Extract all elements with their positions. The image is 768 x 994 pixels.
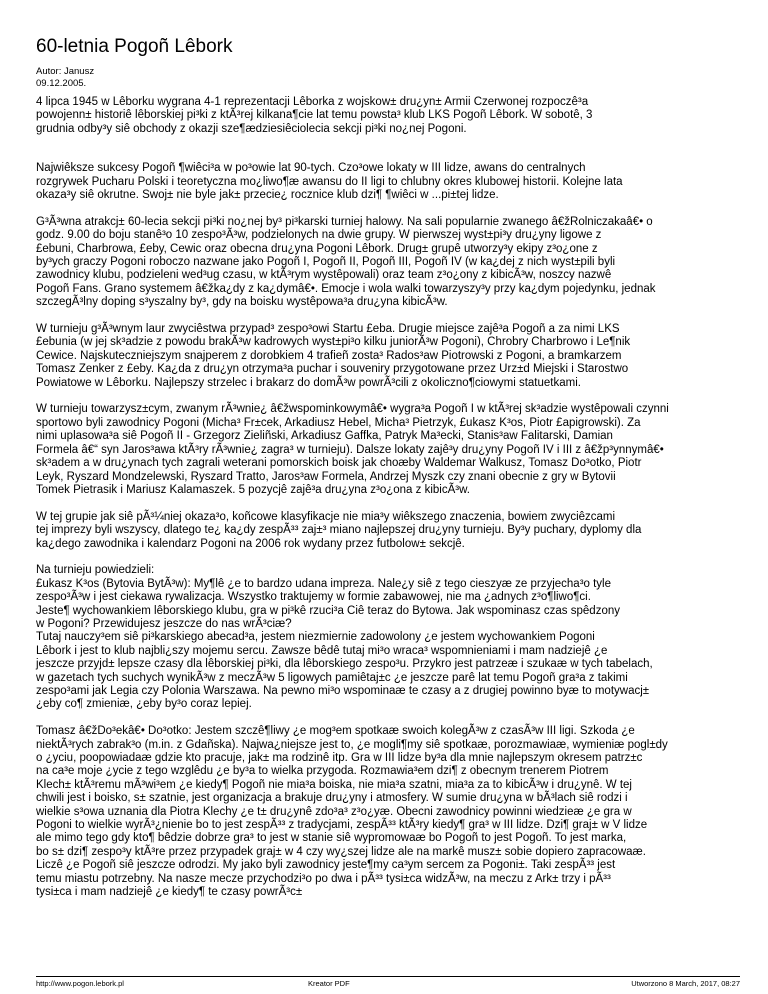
article-paragraph <box>36 403 740 497</box>
text-line: Lêbork i jest to klub najbli¿szy mojemu sercu. Zawsze bêdê tutaj mi³o wraca³ wspomnieniami i mam nadziejê ¿e <box>36 644 608 657</box>
text-line: sk³adem a w dru¿ynach tych zagrali weterani pomorskich boisk jak choæby Waldemar Walkusz, Tomasz Do³otko, Piotr <box>36 457 642 470</box>
text-line: Formela â€“ syn Jaros³awa ktÃ³ry rÃ³wnie¿ zagra³ w turnieju). Dalsze lokaty zajê³y dru¿yny Pogoñ IV i III z â€žp³ynnymâ€• <box>36 443 664 456</box>
text-line: Tutaj nauczy³em siê pi³karskiego abecad³a, jestem niezmiernie zadowolony ¿e jestem wychowankiem Pogoni <box>36 631 595 644</box>
text-line: szczegÃ³lny doping s³yszalny by³, gdy na boisku wystêpowa³a dru¿yna kibicÃ³w. <box>36 296 448 309</box>
article-title: 60-letnia Pogoñ Lêbork <box>36 36 233 57</box>
footer-created: Utworzono 8 March, 2017, 08:27 <box>631 979 740 988</box>
article-paragraph <box>36 216 740 310</box>
text-line: ale mimo tego gdy kto¶ bêdzie dobrze gra³ to jest w stanie siê wypromowaæ bo Pogoñ to jest Pogoñ. To jest marka, <box>36 832 627 845</box>
article-paragraph <box>36 564 740 711</box>
article-paragraph <box>36 323 740 390</box>
article-paragraph <box>36 162 740 202</box>
article-body <box>36 96 740 913</box>
text-line: ka¿dego zawodnika i kalendarz Pogoni na 2006 rok wydany przez futbolow± sekcjê. <box>36 537 465 550</box>
text-line: W tej grupie jak siê pÃ³¼niej okaza³o, koñcowe klasyfikacje nie mia³y wiêkszego znaczenia, bowiem zwyciêzcami <box>36 510 616 523</box>
text-line: £ukasz K³os (Bytovia BytÃ³w): My¶lê ¿e to bardzo udana impreza. Nale¿y siê z tego cieszyæ ze przyjecha³o tyle <box>36 577 612 590</box>
text-line: na ca³e moje ¿ycie z tego wzglêdu ¿e by³a to wielka przygoda. Rozmawia³em dzi¶ z obecnym trenerem Piotrem <box>36 765 609 778</box>
text-line: Leyk, Ryszard Mondzelewski, Ryszard Tratto, Jaros³aw Formela, Andrzej Myszk czy znani obecnie z gry w Bytovii <box>36 470 616 483</box>
text-line: Tomasz Zenker z £eby. Ka¿da z dru¿yn otrzyma³a puchar i souveniry przygotowane przez Urz±d Miejski i Starostwo <box>36 363 629 376</box>
text-line: Liczê ¿e Pogoñ siê jeszcze odrodzi. My jako byli zawodnicy jeste¶my ca³ym sercem za Pogoni±. Taki zespÃ³³ jest <box>36 859 616 872</box>
text-line: zespo³ami jak Legia czy Polonia Warszawa. Na pewno mi³o wspominaæ te czasy a z drugiej powinno byæ to motywacj± <box>36 684 650 697</box>
text-line: godz. 9.00 do boju stanê³o 10 zespo³Ã³w, podzielonych na dwie grupy. W pierwszej wyst±pi³y dru¿yny ligowe z <box>36 229 602 242</box>
text-line: zawodnicy klubu, podzieleni wed³ug czasu, w ktÃ³rym wystêpowali) oraz team z³o¿ony z kibicÃ³w, noszcy nazwê <box>36 269 612 282</box>
text-line: temu miastu potrzebny. Na nasze mecze przychodzi³o po dwa i pÃ³³ tysi±ca widzÃ³w, na meczu z Ark± trzy i pÃ³³ <box>36 872 611 885</box>
text-line: £ebunia (w jej sk³adzie z powodu brakÃ³w kadrowych wyst±pi³o kilku juniorÃ³w Pogoni), Chrobry Charbrowo i Le¶nik <box>36 336 631 349</box>
article-meta <box>36 66 94 90</box>
text-line: Najwiêksze sukcesy Pogoñ ¶wiêci³a w po³owie lat 90-tych. Czo³owe lokaty w III lidze, awans do centralnych <box>36 162 586 175</box>
text-line: Tomek Pietrasik i Mariusz Kalamaszek. 5 pozycjê zajê³a dru¿yna z³o¿ona z kibicÃ³w. <box>36 483 470 496</box>
text-line: w Pogoni? Przewidujesz jeszcze do nas wrÃ³ciæ? <box>36 617 292 630</box>
text-line: W turnieju towarzysz±cym, zwanym rÃ³wnie¿ â€žwspominkowymâ€• wygra³a Pogoñ I w ktÃ³rej sk³adzie wystêpowali czynni <box>36 403 669 416</box>
text-line: Tomasz â€žDo³ekâ€• Do³otko: Jestem szczê¶liwy ¿e mog³em spotkaæ swoich kolegÃ³w z czasÃ³w III ligi. Szkoda ¿e <box>36 725 635 738</box>
text-line: by³ych graczy Pogoni roboczo nazwane jako Pogoñ I, Pogoñ II, Pogoñ III, Pogoñ IV (w ka¿dej z nich wyst±pili byli <box>36 256 616 269</box>
text-line: chwili jest i boisko, s± szatnie, jest organizacja a brakuje dru¿yny i atmosfery. W sumie dru¿yna w bÃ³lach siê rodzi i <box>36 792 628 805</box>
text-line: Jeste¶ wychowankiem lêborskiego klubu, gra w pi³kê rzuci³a Ciê teraz do Bytowa. Jak wspominasz czas spêdzony <box>36 604 620 617</box>
text-line: sportowo byli zawodnicy Pogoni (Micha³ Fr±cek, Arkadiusz Hebel, Micha³ Pietrzyk, £ukasz K³os, Piotr £apigrowski). Za <box>36 416 641 429</box>
text-line: o ¿yciu, poopowiadaæ gdzie kto pracuje, jak± ma rodzinê itp. Gra w III lidze by³a dla mnie najlepszym okresem patrz±c <box>36 752 643 764</box>
date-line: 09.12.2005. <box>36 78 87 89</box>
text-line: G³Ã³wna atrakcj± 60-lecia sekcji pi³ki no¿nej by³ pi³karski turniej halowy. Na sali popularnie zwanego â€žRolniczakaâ€• o <box>36 215 653 228</box>
text-line: powojenn± historiê lêborskiej pi³ki z ktÃ³rej kilkana¶cie lat temu powsta³ klub LKS Pogoñ Lêbork. W sobotê, 3 <box>36 109 593 122</box>
article-paragraph <box>36 96 740 136</box>
footer-generator: Kreator PDF <box>308 979 350 988</box>
text-line: bo s± dzi¶ zespo³y ktÃ³re przez przypadek graj± w 4 czy wy¿szej lidze ale na markê musz± sobie dopiero zapracowaæ. <box>36 845 646 858</box>
page-footer <box>36 976 740 989</box>
text-line: £ebuni, Charbrowa, £eby, Cewic oraz obecna dru¿yna Pogoni Lêbork. Drug± grupê utworzy³y ekipy z³o¿one z <box>36 242 598 255</box>
text-line: Pogoni to wielkie wyrÃ³¿nienie bo to jest zespÃ³³ z tradycjami, zespÃ³³ ktÃ³ry kiedy¶ gra³ w III lidze. Dzi¶ graj± w V lidze <box>36 819 648 832</box>
text-line: Klech± ktÃ³remu mÃ³wi³em ¿e kiedy¶ Pogoñ nie mia³a boiska, nie mia³a szatni, mia³a za to kibicÃ³w i dru¿ynê. W tej <box>36 778 632 791</box>
text-line: ¿eby co¶ zmieniæ, ¿eby by³o coraz lepiej. <box>36 698 252 711</box>
author-line: Autor: Janusz <box>36 66 95 77</box>
footer-url: http://www.pogon.lebork.pl <box>36 979 124 988</box>
article-paragraph <box>36 725 740 899</box>
text-line: niektÃ³rych zabrak³o (m.in. z Gdañska). Najwa¿niejsze jest to, ¿e mogli¶my siê spotkaæ, porozmawiaæ, wymieniæ pogl±dy <box>36 738 668 751</box>
text-line: 4 lipca 1945 w Lêborku wygrana 4-1 reprezentacji Lêborka z wojskow± dru¿yn± Armii Czerwonej rozpoczê³a <box>36 96 589 108</box>
text-line: tej imprezy byli wszyscy, dlatego te¿ ka¿dy zespÃ³³ zaj±³ miano najlepszej dru¿yny turnieju. By³y puchary, dyplomy dla <box>36 524 642 537</box>
text-line: Powiatowe w Lêborku. Najlepszy strzelec i brakarz do domÃ³w powrÃ³cili z okoliczno¶ciowymi statuetkami. <box>36 376 581 389</box>
text-line: W turnieju g³Ã³wnym laur zwyciêstwa przypad³ zespo³owi Startu £eba. Drugie miejsce zajê³a Pogoñ a za nimi LKS <box>36 323 620 336</box>
text-line: w gazetach tych suchych wynikÃ³w z meczÃ³w 5 ligowych pamiêtaj±c ¿e jeszcze parê lat temu Pogoñ gra³a z takimi <box>36 671 628 684</box>
text-line: jeszcze przyjd± lepsze czasy dla lêborskiej pi³ki, dla lêborskiego zespo³u. Przykro jest patrzeæ i szukaæ w tych tabelach, <box>36 658 653 671</box>
text-line: tysi±ca i mam nadziejê ¿e kiedy¶ te czasy powrÃ³c± <box>36 886 303 899</box>
text-line: Pogoñ Fans. Grano systemem â€žka¿dy z ka¿dymâ€•. Emocje i wola walki towarzyszy³y przy ka¿dym pojedynku, jednak <box>36 282 656 295</box>
text-line: zespo³Ã³w i jest ciekawa rywalizacja. Wszystko traktujemy w formie zabawowej, nie ma ¿adnych z³o¶liwo¶ci. <box>36 591 591 604</box>
text-line: Na turnieju powiedzieli: <box>36 564 155 577</box>
article-paragraph <box>36 511 740 551</box>
text-line: Cewice. Najskuteczniejszym snajperem z dorobkiem 4 trafieñ zosta³ Rados³aw Piotrowski z Pogoni, a bramkarzem <box>36 349 622 362</box>
text-line: okaza³y siê okrutne. Swoj± nie byle jak± przecie¿ rocznice klub dzi¶ ¶wiêci w ...pi±tej lidze. <box>36 189 499 202</box>
text-line: nimi uplasowa³a siê Pogoñ II - Grzegorz Zieliñski, Arkadiusz Gaffka, Patryk Ma³ecki, Stanis³aw Falitarski, Damian <box>36 430 613 443</box>
text-line: grudnia odby³y siê obchody z okazji sze¶ædziesiêciolecia sekcji pi³ki no¿nej Pogoni. <box>36 122 467 135</box>
text-line: wielkie s³owa uznania dla Piotra Klechy ¿e t± dru¿ynê zdo³a³ z³o¿yæ. Obecni zawodnicy powinni wiedzieæ ¿e gra w <box>36 805 632 818</box>
text-line: rozgrywek Pucharu Polski i teoretyczna mo¿liwo¶æ awansu do II ligi to chlubny okres klubowej historii. Kolejne lata <box>36 175 623 188</box>
